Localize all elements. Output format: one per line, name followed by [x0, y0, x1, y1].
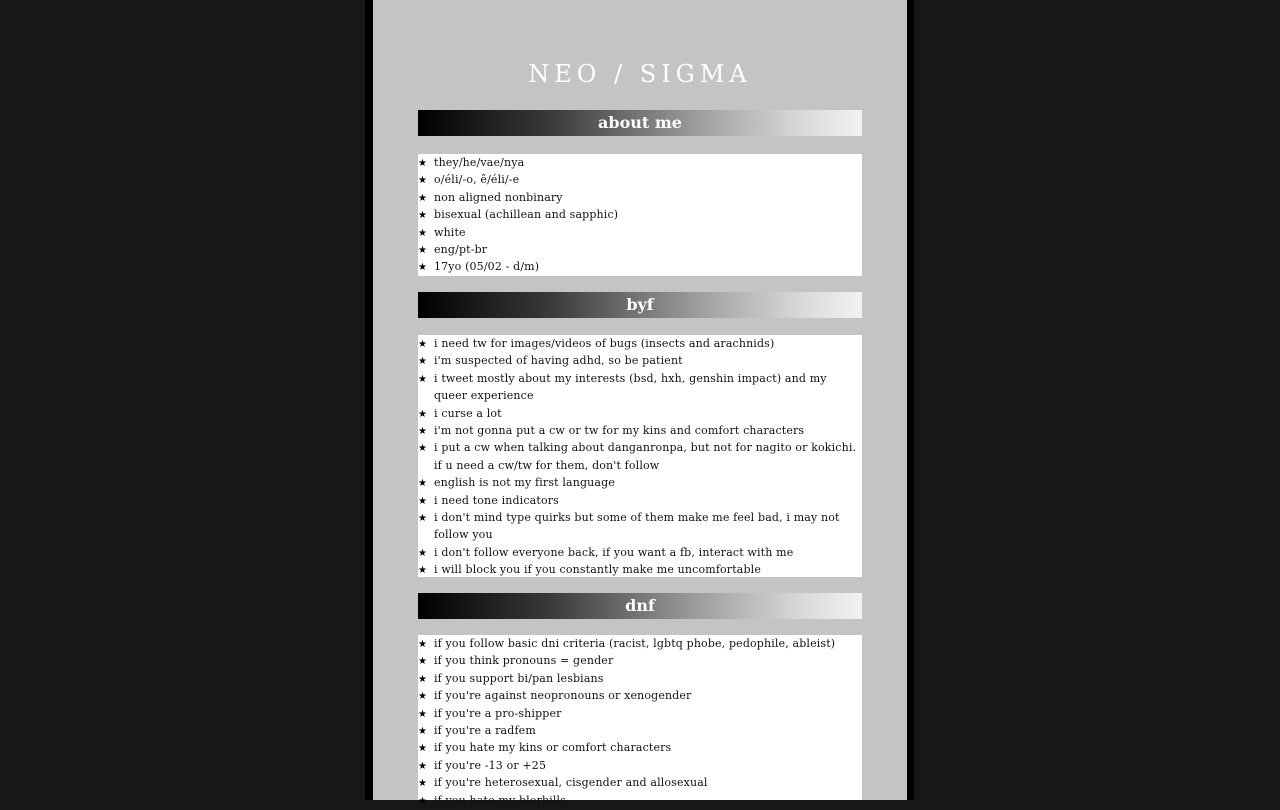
star-icon: ★ — [418, 547, 428, 559]
star-icon: ★ — [418, 443, 428, 455]
list-item: ★ i need tone indicators — [418, 492, 862, 509]
star-icon: ★ — [418, 656, 428, 668]
star-icon: ★ — [418, 426, 428, 438]
list-item: ★ if you're -13 or +25 — [418, 757, 862, 774]
star-icon: ★ — [418, 795, 428, 807]
section-header-byf: byf — [418, 292, 862, 318]
star-icon: ★ — [418, 708, 428, 720]
list-item: ★ i will block you if you constantly make me uncomfortable — [418, 561, 862, 578]
star-icon: ★ — [418, 227, 428, 239]
star-icon: ★ — [418, 339, 428, 350]
star-icon: ★ — [418, 760, 428, 772]
list-item: ★ non aligned nonbinary — [418, 189, 862, 206]
list-item: ★ if you're heterosexual, cisgender and allosexual — [418, 774, 862, 791]
star-icon: ★ — [418, 565, 428, 577]
about-me-list — [418, 154, 862, 276]
star-icon: ★ — [418, 210, 428, 222]
list-item: ★ if you're a pro-shipper — [418, 705, 862, 722]
list-item: ★ i don't mind type quirks but some of them make me feel bad, i may not follow you — [418, 511, 840, 542]
list-item: ★ i need tw for images/videos of bugs (insects and arachnids) — [418, 335, 862, 352]
star-icon: ★ — [418, 673, 428, 685]
star-icon: ★ — [418, 175, 428, 187]
list-item: ★ if you follow basic dni criteria (racist, lgbtq phobe, pedophile, ableist) — [418, 635, 862, 652]
dnf-list — [418, 635, 862, 807]
list-item: ★ bisexual (achillean and sapphic) — [418, 206, 862, 223]
list-item: ★ if you hate my kins or comfort characters — [418, 739, 862, 756]
list-item: ★ english is not my first language — [418, 474, 862, 491]
star-icon: ★ — [418, 356, 428, 368]
list-item: ★ 17yo (05/02 - d/m) — [418, 258, 862, 275]
list-item: ★ i put a cw when talking about danganronpa, but not for nagito or kokichi. if u need a cw/tw for them, don't follow — [418, 441, 857, 472]
star-icon: ★ — [418, 691, 428, 703]
star-icon: ★ — [418, 743, 428, 755]
star-icon: ★ — [418, 158, 428, 169]
star-icon: ★ — [418, 726, 428, 738]
list-item: ★ i tweet mostly about my interests (bsd, hxh, genshin impact) and my queer experience — [418, 371, 827, 403]
list-item: ★ i don't follow everyone back, if you want a fb, interact with me — [418, 544, 862, 561]
section-header-about-me: about me — [418, 110, 862, 136]
star-icon: ★ — [418, 639, 428, 650]
star-icon: ★ — [418, 408, 428, 420]
list-item: ★ if you're a radfem — [418, 722, 862, 739]
star-icon: ★ — [418, 478, 428, 490]
page-title: NEO / SIGMA — [528, 60, 752, 88]
star-icon: ★ — [418, 262, 428, 274]
list-item: ★ i'm suspected of having adhd, so be patient — [418, 352, 862, 369]
star-icon: ★ — [418, 373, 428, 385]
star-icon: ★ — [418, 245, 428, 257]
list-item: ★ if you support bi/pan lesbians — [418, 670, 862, 687]
list-item: ★ o/éli/-o, ê/éli/-e — [418, 171, 862, 188]
list-item: ★ if you think pronouns = gender — [418, 652, 862, 669]
list-item: ★ they/he/vae/nya — [418, 154, 862, 171]
star-icon: ★ — [418, 513, 428, 525]
star-icon: ★ — [418, 778, 428, 790]
list-item: ★ if you're against neopronouns or xenogender — [418, 687, 862, 704]
byf-list — [418, 335, 862, 577]
star-icon: ★ — [418, 192, 428, 204]
list-item: ★ white — [418, 224, 862, 241]
star-icon: ★ — [418, 495, 428, 507]
list-item: ★ i curse a lot — [418, 405, 862, 422]
list-item: ★ eng/pt-br — [418, 241, 862, 258]
list-item: ★ i'm not gonna put a cw or tw for my kins and comfort characters — [418, 422, 862, 439]
list-item: ★ if you hate my blorbills — [418, 792, 862, 809]
section-header-dnf: dnf — [418, 593, 862, 619]
